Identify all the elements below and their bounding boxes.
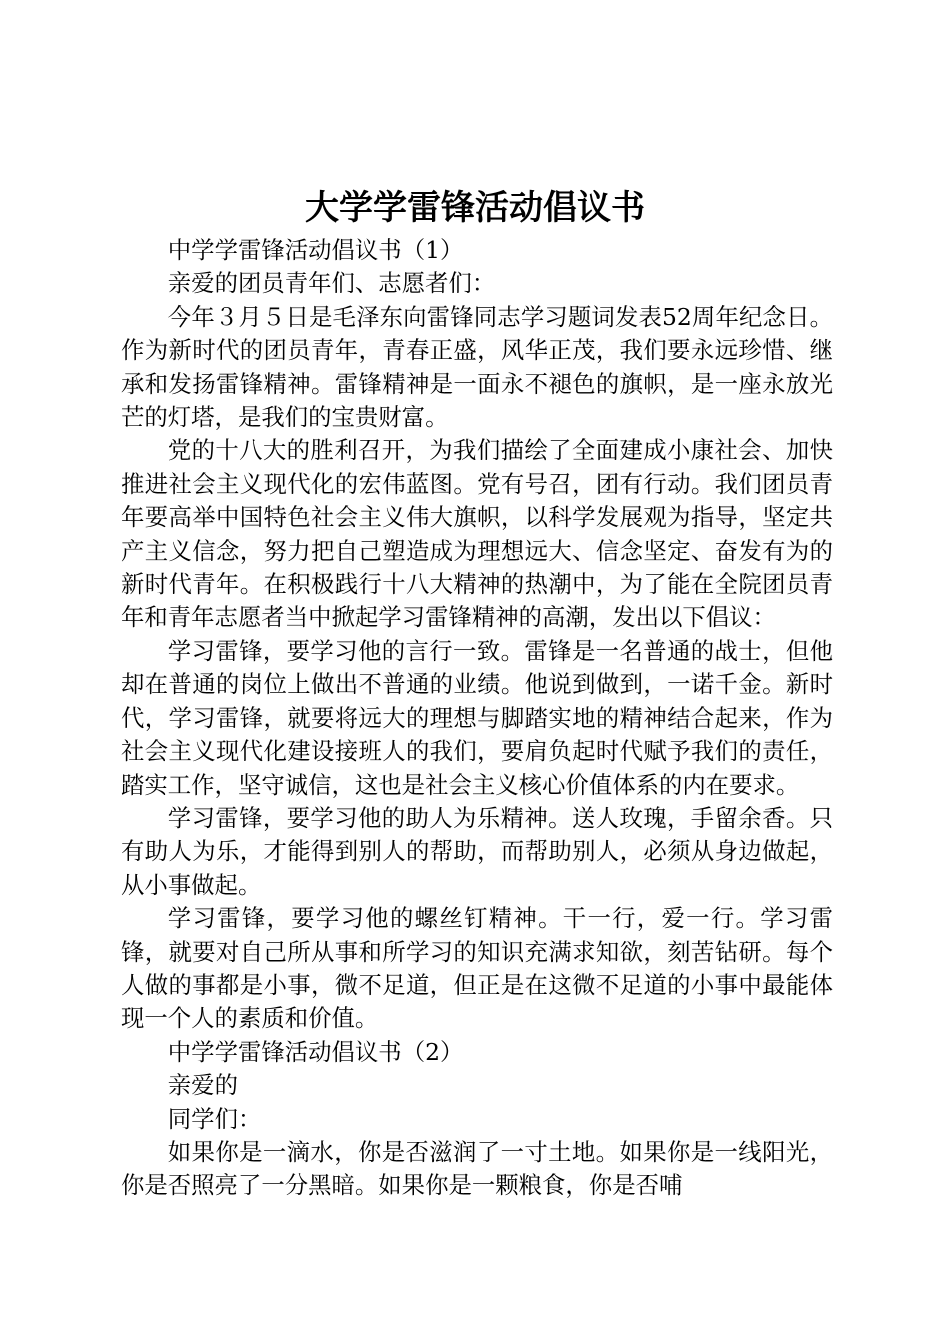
paragraph: 学习雷锋，要学习他的螺丝钉精神。干一行，爱一行。学习雷锋，就要对自己所从事和所学习的知识充满求知欲，刻苦钻研。每个人做的事都是小事，微不足道，但正是在这微不足道的小事中最能体现一个人的素质和价值。 [121, 904, 833, 1033]
paragraph-salutation-1: 亲爱的团员青年们、志愿者们： [167, 269, 496, 298]
paragraph: 如果你是一滴水，你是否滋润了一寸土地。如果你是一线阳光，你是否照亮了一分黑暗。如果你是一颗粮食，你是否哺 [121, 1137, 833, 1200]
paragraph: 党的十八大的胜利召开，为我们描绘了全面建成小康社会、加快推进社会主义现代化的宏伟蓝图。党有号召，团有行动。我们团员青年要高举中国特色社会主义伟大旗帜，以科学发展观为指导，坚定共产主义信念，努力把自己塑造成为理想远大、信念坚定、奋发有为的新时代青年。在积极践行十八大精神的热潮中，为了能在全院团员青年和青年志愿者当中掀起学习雷锋精神的高潮，发出以下倡议： [121, 436, 833, 632]
paragraph-salutation-2a: 亲爱的 [167, 1071, 238, 1100]
paragraph: 学习雷锋，要学习他的助人为乐精神。送人玫瑰，手留余香。只有助人为乐，才能得到别人的帮助，而帮助别人，必须从身边做起，从小事做起。 [121, 803, 833, 899]
paragraph: 学习雷锋，要学习他的言行一致。雷锋是一名普通的战士，但他却在普通的岗位上做出不普通的业绩。他说到做到，一诺千金。新时代，学习雷锋，就要将远大的理想与脚踏实地的精神结合起来，作为社会主义现代化建设接班人的我们，要肩负起时代赋予我们的责任，踏实工作，坚守诚信，这也是社会主义核心价值体系的内在要求。 [121, 636, 833, 799]
paragraph-heading-2: 中学学雷锋活动倡议书（2） [167, 1037, 464, 1066]
document-title: 大学学雷锋活动倡议书 [305, 188, 645, 228]
paragraph-salutation-2b: 同学们： [167, 1104, 262, 1133]
document-body [121, 234, 833, 1203]
paragraph: 今年３月５日是毛泽东向雷锋同志学习题词发表52周年纪念日。作为新时代的团员青年，青春正盛，风华正茂，我们要永远珍惜、继承和发扬雷锋精神。雷锋精神是一面永不褪色的旗帜，是一座永放光芒的灯塔，是我们的宝贵财富。 [121, 302, 833, 432]
paragraph-heading-1: 中学学雷锋活动倡议书（1） [167, 236, 464, 264]
